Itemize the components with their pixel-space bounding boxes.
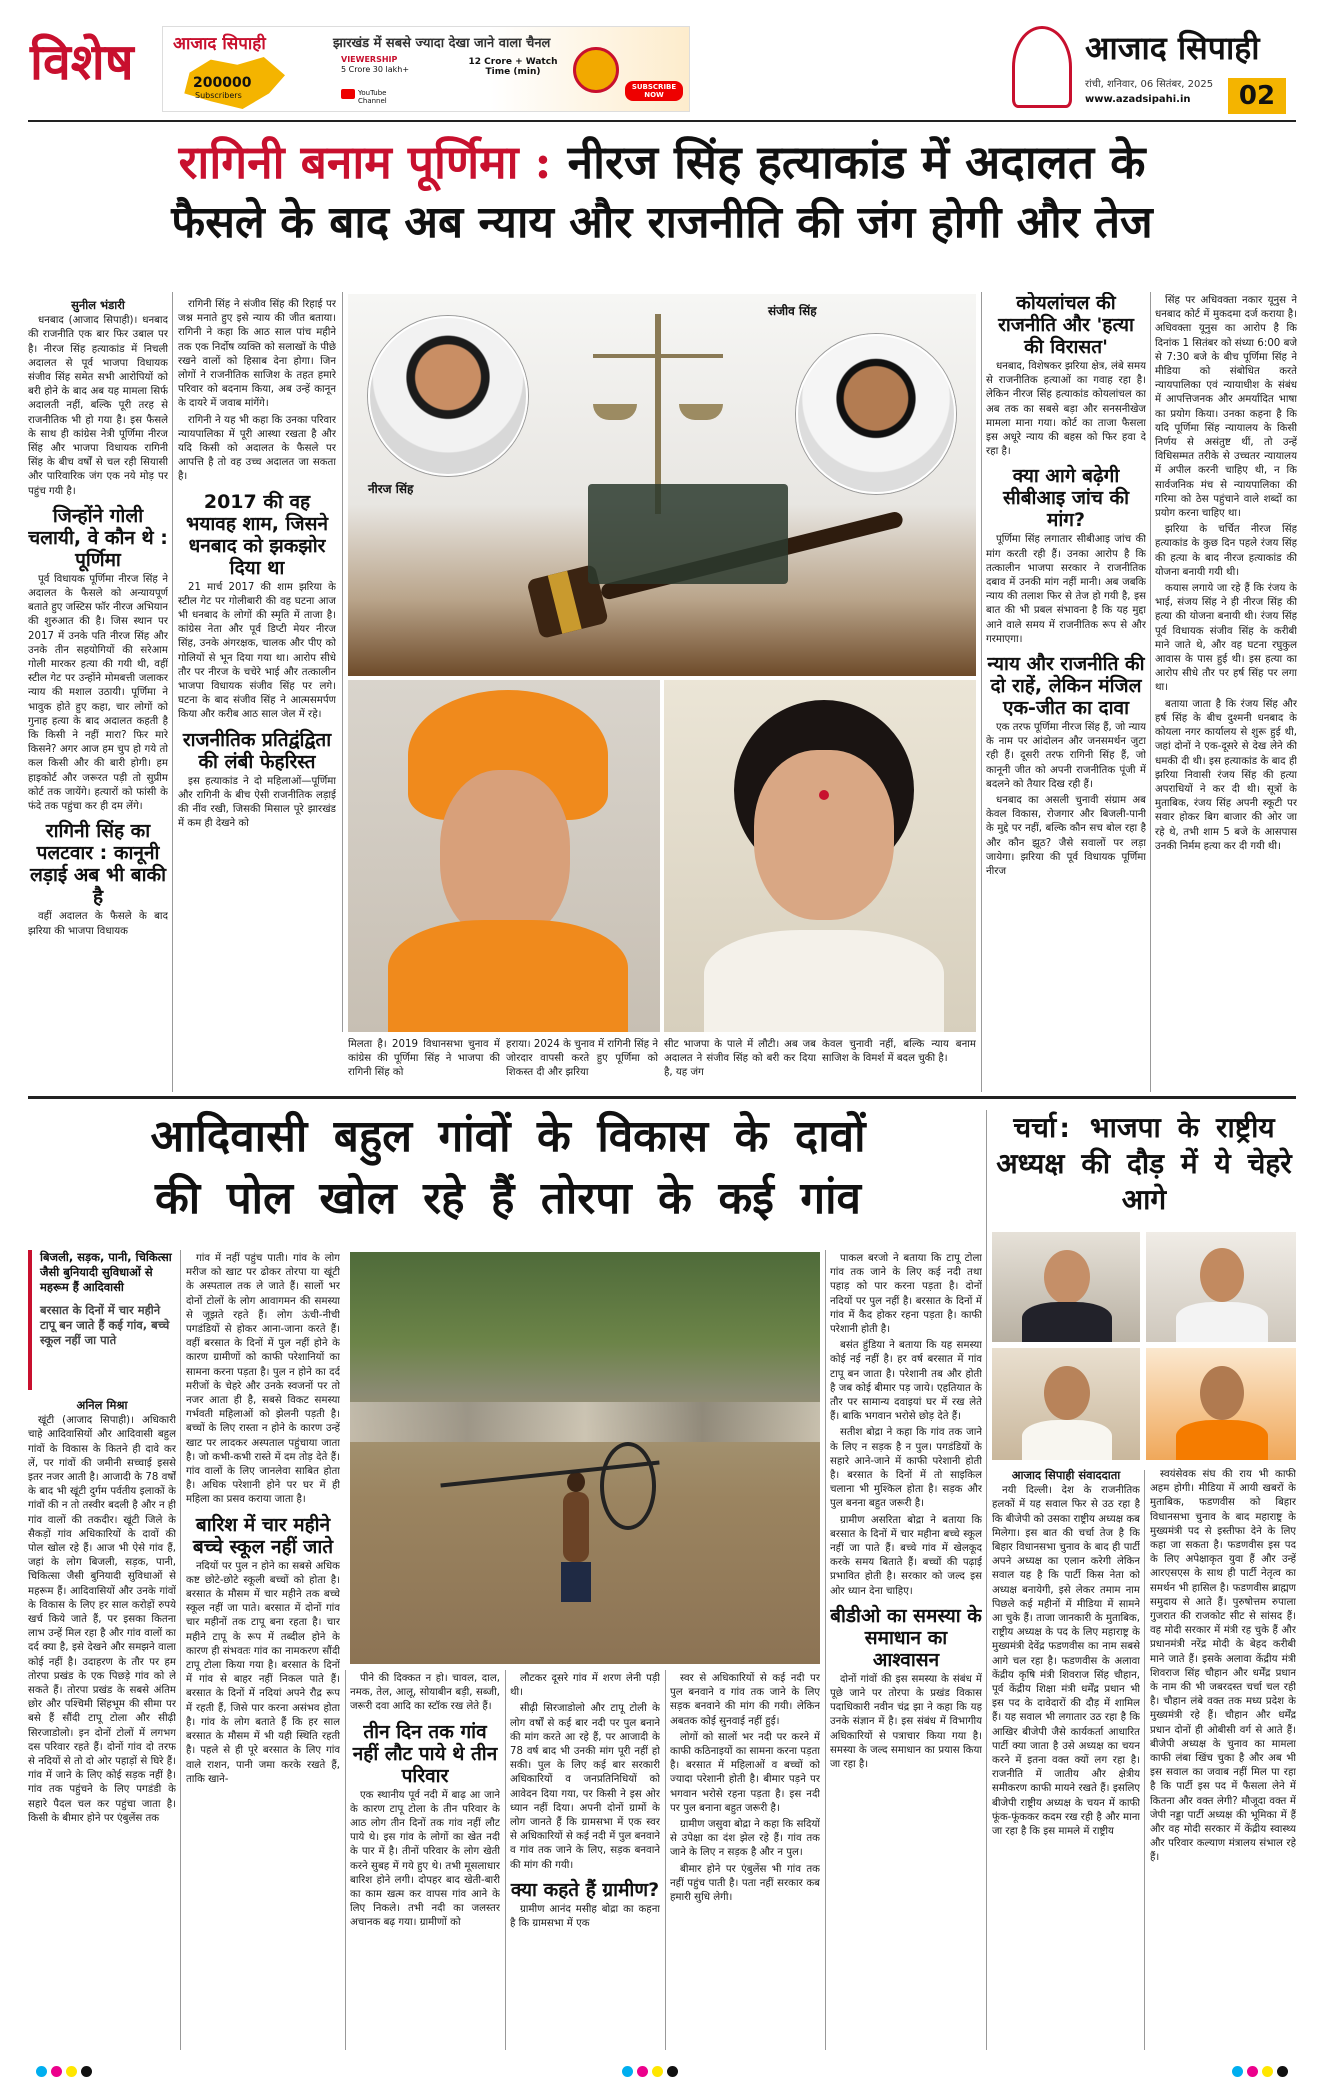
story2-col4-p3: ग्रामीण आनंद मसीह बोद्रा का कहना है कि ग्रामसभा में एक	[510, 1903, 660, 1930]
story1-col1-p1: धनबाद (आजाद सिपाही)। धनबाद की राजनीति एक बार फिर उबाल पर है। नीरज सिंह हत्याकांड में निचली अदालत से पूर्व भाजपा विधायक संजीव सिंह समेत सभी आरोपियों को बरी होने के बाद अब यह मामला सिर्फ अदालती नहीं, बल्कि पूरी तरह से राजनीतिक भी हो गया है। इस फैसले के साथ ही कांग्रेस नेत्री पूर्णिमा नीरज सिंह और भाजपा विधायक रागिनी सिंह के बीच वर्षों से चल रही सियासी और पारिवारिक जंग एक नये मोड़ पर पहुंच गयी है।	[28, 315, 168, 497]
col-rule	[825, 1250, 826, 2050]
story2-col5-p3: ग्रामीण जसुवा बोद्रा ने कहा कि सदियों से उपेक्षा का दंश झेल रहे हैं। गांव तक जाने के लिए न सड़क है और न पुल।	[670, 1819, 820, 1859]
story2-col5-p2: लोगों को सालों भर नदी पर करने में काफी कठिनाइयों का सामना करना पड़ता है। बरसात में महिलाओं व बच्चों को ज्यादा परेशानी होती है। बीमार पड़ने पर भगवान भरोसे रहना पड़ता है। इस नदी पर पुल बनाना बहुत जरूरी है।	[670, 1731, 820, 1814]
story1-headline-red: रागिनी बनाम पूर्णिमा :	[178, 135, 552, 189]
story1-col2-p2: रागिनी ने यह भी कहा कि उनका परिवार न्यायपालिका में पूरी आस्था रखता है और यदि किसी को अदालत के फैसले पर आपत्ति है तो वह उच्च अदालत जा सकता है।	[178, 414, 336, 483]
story2-col6-p1: पाकल बरजो ने बताया कि टापू टोला गांव तक जाने के लिए कई नदी तथा पहाड़ को पार करना पड़ता है। दोनों नदियों पर पुल नहीं है। बरसात के दिनों में गांव में कैद होकर रहना पड़ता है। काफी परेशानी होती है।	[830, 1253, 982, 1336]
story2-col3-sub: तीन दिन तक गांव नहीं लौट पाये थे तीन परिवार	[352, 1720, 498, 1787]
banner-viewership: VIEWERSHIP	[341, 55, 398, 64]
story1-col2-p4: इस हत्याकांड ने दो महिलाओं—पूर्णिमा और रागिनी के बीच ऐसी राजनीतिक लड़ाई की नींव रखी, जिसकी मिसाल पूरे झारखंड में कम ही देखने को	[178, 775, 336, 830]
story1-col2-p3: 21 मार्च 2017 की शाम झरिया के स्टील गेट पर गोलीबारी की वह घटना आज भी धनबाद के लोगों की स्मृति में ताजा है। कांग्रेस नेता और पूर्व डिप्टी मेयर नीरज सिंह, उनके अंगरक्षक, चालक और पीए को गोलियों से भून दिया गया था। आरोप सीधे तौर पर नीरज के चचेरे भाई और तत्कालीन भाजपा विधायक संजीव सिंह पर लगे। घटना के बाद संजीव सिंह ने आत्मसमर्पण किया और करीब आठ साल जेल में रहे।	[178, 581, 336, 721]
story3-col1-p1: नयी दिल्ली। देश के राजनीतिक हलकों में यह सवाल फिर से उठ रहा है कि बीजेपी को उसका राष्ट्रीय अध्यक्ष कब मिलेगा। इस बात की चर्चा तेज है कि बिहार विधानसभा चुनाव के बाद ही पार्टी अपने अध्यक्ष का एलान करेगी लेकिन सवाल यह है कि पार्टी किस नेता को अध्यक्ष बनायेगी, इसे लेकर तमाम नाम पिछले कई महीनों में मीडिया में सामने आ चुके हैं। ताजा जानकारी के मुताबिक, राष्ट्रीय अध्यक्ष के पद के लिए महाराष्ट्र के मुख्यमंत्री देवेंद्र फडणवीस का नाम सबसे आगे चल रहा है। फडणवीस के अलावा केंद्रीय कृषि मंत्री शिवराज सिंह चौहान, पूर्व केंद्रीय शिक्षा मंत्री धर्मेंद्र प्रधान भी इस पद के दावेदारों की दौड़ में शामिल हैं। यह सवाल भी लगातार उठ रहा है कि आखिर बीजेपी जैसे कार्यकर्ता आधारित पार्टी क्या जाता है उसे अध्यक्ष का चयन करने में इतना वक्त क्यों लग रहा है। राजनीति में जातीय और क्षेत्रीय समीकरण काफी मायने रखते हैं। इसलिए बीजेपी राष्ट्रीय अध्यक्ष के चयन में काफी फूंक-फूंककर कदम रख रही है और माना जा रहा है कि इस मामले में राष्ट्रीय	[992, 1485, 1140, 1838]
registration-marks-center	[620, 2062, 680, 2081]
dateline: रांची, शनिवार, 06 सितंबर, 2025	[1085, 79, 1214, 90]
story1-sub3: 2017 की वह भयावह शाम, जिसने धनबाद को झकझोर दिया था	[185, 490, 328, 579]
masthead	[0, 0, 1325, 120]
book-stack	[588, 484, 788, 584]
banner-tagline: झारखंड में सबसे ज्यादा देखा जाने वाला चैनल	[333, 36, 551, 51]
banner-youtube: YouTube Channel	[358, 89, 387, 105]
story1-col1-p3: वहीं अदालत के फैसले के बाद झरिया की भाजपा विधायक	[28, 911, 168, 937]
river-crossing-photo	[350, 1252, 820, 1664]
story1-col5-p3: कयास लगाये जा रहे हैं कि रंजय के भाई, संजय सिंह ने ही नीरज सिंह की हत्या की योजना बनायी थी। रंजय सिंह पूर्व विधायक संजीव सिंह के करीबी माने जाते थे, और वह घटना रघुकुल आवास के पास हुई थी। इस हत्या का आरोप सीधे तौर पर हर्ष सिंह पर लगा था।	[1155, 583, 1297, 694]
story1-strip4: केवल चुनावी नहीं, बल्कि न्याय बनाम साजिश के विमर्श में बदल चुकी है।	[822, 1039, 976, 1065]
banner-brand: आजाद सिपाही	[173, 34, 266, 54]
col-rule	[172, 292, 173, 1092]
story2-col2-p2: नदियों पर पुल न होने का सबसे अधिक कष्ट छोटे-छोटे स्कूली बच्चों को होता है। बरसात के मौसम में चार महीने तक बच्चे स्कूल नहीं जा पाते। बरसात में दोनों गांव चार महीनों तक टापू बना रहता है। चार महीने टापू के रूप में तब्दील होने के कारण ही संभवतः गांव का नामकरण सौंदी टापू टोला किया गया है। बरसात के दिनों में गांव से बाहर नहीं निकल पाते हैं। बरसात के दिनों में नदियां अपने रौद्र रूप में रहती हैं, जिसे पार करना असंभव होता है। गांव के लोग बताते हैं कि हर साल बरसात के मौसम में भी यही स्थिति रहती है। पहले से ही पूरे बरसात के लिए गांव वाले राशन, पानी जमा करके रखते हैं, ताकि खाने-	[186, 1560, 340, 1785]
website[interactable]: www.azadsipahi.in	[1085, 94, 1191, 105]
page-number: 02	[1228, 78, 1286, 114]
award-badge-icon	[573, 47, 619, 93]
story1-sub2: रागिनी सिंह का पलटवार : कानूनी लड़ाई अब भी बाकी है	[29, 820, 167, 909]
story2-headline-line1: आदिवासी बहुल गांवों के विकास के दावों	[150, 1111, 866, 1162]
story2-col6-p4: ग्रामीण असरिता बोद्रा ने बताया कि बरसात के दिनों में चार महीना बच्चे स्कूल नहीं जा पाते हैं। बच्चे गांव में खेलकूद करके समय बिताते हैं। बच्चों की पढ़ाई प्रभावित होती है। सरकार को जल्द इस ओर ध्यान देना चाहिए।	[830, 1514, 982, 1597]
bicycle-icon	[440, 1442, 660, 1532]
story1-col4-sub3: न्याय और राजनीति की दो राहें, लेकिन मंजिल एक-जीत का दावा	[987, 653, 1145, 720]
banner-views: 5 Crore 30 lakh+	[341, 65, 410, 74]
section-label: विशेष	[30, 32, 134, 91]
story1-col4-sub1: कोयलांचल की राजनीति और 'हत्या की विरासत'	[998, 292, 1134, 358]
registration-marks-right	[1230, 2062, 1290, 2081]
rocks	[350, 1402, 820, 1442]
story1-bottom-rule	[28, 1096, 1296, 1099]
portrait-dharmendra-pradhan	[1146, 1348, 1296, 1460]
story1-col4-p1: धनबाद, विशेषकर झरिया क्षेत्र, लंबे समय से राजनीतिक हत्याओं का गवाह रहा है। लेकिन नीरज सिंह हत्याकांड कोयलांचल का अब तक का सबसे बड़ा और सनसनीखेज मामला माना गया। कोर्ट का ताजा फैसला इस अधूरे न्याय की बहस को फिर हवा दे रहा है।	[986, 361, 1146, 458]
pen-nib-icon	[1012, 26, 1072, 108]
story1-strip2: हराया। 2024 के चुनाव में रागिनी सिंह ने जोरदार वापसी करते हुए पूर्णिमा को शिकस्त दी और झरिया	[506, 1039, 658, 1079]
story3-col2-p1: स्वयंसेवक संघ की राय भी काफी अहम होगी। मीडिया में आयी खबरों के मुताबिक, फडणवीस को बिहार विधानसभा चुनाव के बाद महाराष्ट्र के मुख्यमंत्री पद से इस्तीफा देने के लिए कहा जा सकता है। फडणवीस इस पद के लिए अपेक्षाकृत युवा हैं और उन्हें आरएसएस के साथ ही पार्टी नेतृत्व का समर्थन भी हासिल है। फडणवीस ब्राह्मण समुदाय से आते हैं। पुरुषोत्तम रुपाला गुजरात की राजकोट सीट से सांसद हैं। वह मोदी सरकार में मंत्री रह चुके हैं और प्रधानमंत्री नरेंद्र मोदी के बेहद करीबी माने जाते हैं। इसके अलावा केंद्रीय मंत्री शिवराज सिंह चौहान और धर्मेंद्र प्रधान के नाम की भी जबरदस्त चर्चा चल रही है। चौहान लंबे वक्त तक मध्य प्रदेश के मुख्यमंत्री रहे हैं। चौहान और धर्मेंद्र प्रधान दोनों ही ओबीसी वर्ग से आते हैं। बीजेपी अध्यक्ष के चुनाव का मामला काफी लंबा खिंच चुका है और अब भी इस सवाल का जवाब नहीं मिल पा रहा है कि पार्टी इस पद में फैसला लेने में कितना और वक्त लेगी? मौजूदा वक्त में जेपी नड्डा पार्टी अध्यक्ष की भूमिका में हैं और वह मोदी सरकार में केंद्रीय स्वास्थ्य और परिवार कल्याण मंत्रालय संभाल रहे हैं।	[1150, 1469, 1296, 1864]
story2-headline-line2: की पोल खोल रहे हैं तोरपा के कई गांव	[155, 1173, 861, 1224]
story2-col3-p1: पीने की दिक्कत न हो। चावल, दाल, नमक, तेल, आलू, सोयाबीन बड़ी, सब्जी, जरूरी दवा आदि का स्टॉक रख लेते हैं।	[350, 1673, 500, 1713]
col-rule	[986, 1110, 987, 2050]
paper-name: आजाद सिपाही	[1085, 29, 1260, 67]
story2-col6	[830, 1252, 982, 2050]
story3-headline: चर्चा: भाजपा के राष्ट्रीय अध्यक्ष की दौड़ में ये चेहरे आगे	[996, 1111, 1292, 1216]
subscribe-button[interactable]: SUBSCRIBE NOW	[625, 81, 683, 101]
banner-watch: 12 Crore + Watch Time (min)	[468, 57, 558, 77]
story1-col4-p4: धनबाद का असली चुनावी संग्राम अब केवल विकास, रोजगार और बिजली-पानी के मुद्दे पर नहीं, बल्कि कौन सच बोल रहा है और कौन झूठ? जैसे सवालों पर लड़ा जायेगा। झरिया की पूर्व विधायक पूर्णिमा नीरज	[986, 795, 1146, 878]
story2-col6-sub: बीडीओ का समस्या के समाधान का आश्वासन	[830, 1604, 982, 1671]
story2-col2	[186, 1252, 340, 2050]
photo-label-neeraj: नीरज सिंह	[368, 482, 414, 496]
col-rule	[665, 1670, 666, 2050]
story1-byline: सुनील भंडारी	[71, 298, 125, 312]
photo-label-sanjeev: संजीव सिंह	[768, 304, 817, 318]
registration-marks-left	[34, 2062, 94, 2081]
col-rule	[1150, 292, 1151, 1092]
story2-col1	[28, 1398, 176, 2050]
story1-col2-p1: रागिनी सिंह ने संजीव सिंह की रिहाई पर जश्न मनाते हुए इसे न्याय की जीत बताया। रागिनी ने कहा कि आठ साल पांच महीने तक एक निर्दोष व्यक्ति को सलाखों के पीछे रखने वालों को हिसाब देना होगा। जिन लोगों ने राजनीतिक साजिश के तहत हमारे परिवार को बदनाम किया, अब उन्हें कानून के दायरे में जवाब मांगेंगे।	[178, 299, 336, 410]
col-rule	[342, 292, 343, 1032]
story1-strip1: मिलता है। 2019 विधानसभा चुनाव में कांग्रेस की पूर्णिमा सिंह ने भाजपा की रागिनी सिंह को	[348, 1039, 500, 1079]
banner-subscribers-label: Subscribers	[195, 91, 242, 100]
portrait-rupala	[992, 1348, 1140, 1460]
story2-box-line1: बिजली, सड़क, पानी, चिकित्सा जैसी बुनियादी सुविधाओं से महरूम हैं आदिवासी	[40, 1250, 172, 1294]
story3-col2	[1150, 1468, 1296, 2050]
story2-col6-p3: सतीश बोद्रा ने कहा कि गांव तक जाने के लिए न सड़क है न पुल। पगडंडियों के सहारे आने-जाने में काफी परेशानी होती है। बरसात के दिनों में तो साइकिल चलाना भी मुश्किल होता है। सड़क और पुल बनना बहुत जरूरी है।	[830, 1427, 982, 1510]
story2-box-line2: बरसात के दिनों में चार महीने टापू बन जाते हैं कई गांव, बच्चे स्कूल नहीं जा पाते	[40, 1303, 170, 1347]
story2-col2-p1: गांव में नहीं पहुंच पाती। गांव के लोग मरीज को खाट पर ढोकर तोरपा या खूंटी के अस्पताल तक ले जाते हैं। सालों भर दोनों टोलों के लोग आवागमन की समस्या से जूझते रहते हैं। लोग ऊंची-नीची पगडंडियों से होकर आना-जाना करते हैं। वहीं बरसात के दिनों में पुल नहीं होने के कारण ग्रामीणों को काफी परेशानियों का सामना करना पड़ता है। पुल न होने का दर्द मरीजों के चेहरे और उनके स्वजनों पर तो नजर आता ही है, सबसे विकट समस्या गर्भवती महिलाओं को झेलनी पड़ती है। बच्चों के लिए रास्ता न होने के कारण उन्हें खाट पर लादकर अस्पताल पहुंचाया जाता है। जो कभी-कभी रास्ते में दम तोड़ देते हैं। गांव वालों के लिए जानलेवा साबित होता है। अधिक परेशानी होने पर घर में ही महिला का प्रसव कराया जाता है।	[186, 1253, 340, 1506]
story3-byline: आजाद सिपाही संवाददाता	[1011, 1468, 1121, 1482]
portrait-ragini-singh	[348, 680, 660, 1032]
story2-col6-p5: दोनों गांवों की इस समस्या के संबंध में पूछे जाने पर तोरपा के प्रखंड विकास पदाधिकारी नवीन चंद्र झा ने कहा कि यह उनके संज्ञान में है। इस संबंध में विभागीय अधिकारियों से पत्राचार किया गया है। समस्या के जल्द समाधान का प्रयास किया जा रहा है।	[830, 1673, 982, 1771]
story1-col2	[178, 298, 336, 1032]
story2-col4-sub: क्या कहते हैं ग्रामीण?	[510, 1878, 660, 1901]
story2-byline: अनिल मिश्रा	[76, 1398, 128, 1412]
story2-col4-p2: सीढ़ी सिरजाडोलो और टापू टोली के लोग वर्षों से कई बार नदी पर पुल बनाने की मांग करते आ रहे हैं, पर आजादी के 78 वर्ष बाद भी उनकी मांग पूरी नहीं हो सकी। पुल के लिए कई बार सरकारी अधिकारियों व जनप्रतिनिधियों को आवेदन दिया गया, पर किसी ने इस ओर ध्यान नहीं दिया। अपनी दोनों ग्रामों के लोग जानते हैं कि ग्रामसभा में एक स्वर से अधिकारियों से कई नदी में पुल बनवाने व गांव तक जाने के लिए, सड़क बनवाने की मांग की गयी।	[510, 1703, 660, 1871]
story2-col5-p4: बीमार होने पर एंबुलेंस भी गांव तक नहीं पहुंच पाती है। पता नहीं सरकार कब हमारी सुधि लेगी।	[670, 1863, 820, 1904]
col-rule	[345, 1670, 346, 2050]
story1-col5-p4: बताया जाता है कि रंजय सिंह और हर्ष सिंह के बीच दुश्मनी धनबाद के कोयला नगर कार्यालय से शुरू हुई थी, जहां दोनों ने एक-दूसरे से देख लेने की धमकी दी थी। इस हत्याकांड के बाद ही झरिया निवासी रंजय सिंह की हत्या अपराधियों ने कर दी थी। सूत्रों के मुताबिक, रंजय सिंह अपनी स्कूटी पर सवार होकर बिग बाजार की ओर जा रहे थे, तभी शाम 5 बजे के आसपास उनकी निर्मम हत्या कर दी गयी थी।	[1155, 698, 1297, 852]
story1-headline-line2: फैसले के बाद अब न्याय और राजनीति की जंग होगी और तेज	[171, 197, 1153, 248]
story1-col4	[986, 292, 1146, 1092]
col-rule	[981, 292, 982, 1092]
story1-col5	[1155, 294, 1297, 1092]
story2-col2-sub: बारिश में चार महीने बच्चे स्कूल नहीं जाते	[192, 1513, 334, 1558]
story1-col4-p3: एक तरफ पूर्णिमा नीरज सिंह हैं, जो न्याय के नाम पर आंदोलन और जनसमर्थन जुटा रही हैं। दूसरी तरफ रागिनी सिंह हैं, जो कानूनी जीत को अपनी राजनीतिक पूंजी में बदलने को तैयार दिख रही हैं।	[986, 722, 1146, 790]
story3-col1	[992, 1468, 1140, 2050]
story1-sub4: राजनीतिक प्रतिद्वंद्विता की लंबी फेहरिस्त	[182, 728, 332, 773]
story1-sub1: जिन्होंने गोली चलायी, वे कौन थे : पूर्णिमा	[28, 504, 168, 571]
story2-headline	[28, 1106, 988, 1230]
portrait-sanjeev-singh	[796, 334, 956, 494]
youtube-icon	[341, 89, 355, 99]
portrait-fadnavis	[992, 1232, 1140, 1342]
story2-col3-p2: एक स्थानीय पूर्व नदी में बाढ़ आ जाने के कारण टापू टोला के तीन परिवार के आठ लोग तीन दिनों तक गांव नहीं लौट पाये थे। इस गांव के लोगों का खेत नदी के पार में है। तीनों परिवार के लोग खेती करने सुबह में गये हुए थे। तभी मूसलाधार बारिश होने लगी। दोपहर बाद खेती-बारी का काम खत्म कर वापस गांव आने के लिए निकले। तभी नदी का जलस्तर अचानक बढ़ गया। ग्रामीणों को	[350, 1789, 500, 1929]
story1-col5-p1: सिंह पर अधिवक्ता नकार यूनुस ने धनबाद कोर्ट में मुकदमा दर्ज कराया है। अधिवक्ता यूनुस का आरोप है कि दिनांक 1 सितंबर को संध्या 6:00 बजे से 7:30 बजे के बीच पूर्णिमा सिंह ने मीडिया को संबोधित करते न्यायपालिका एवं न्यायाधीश के संबंध में आपत्तिजनक और अमर्यादित भाषा का प्रयोग किया। उनका कहना है कि यदि पूर्णिमा सिंह न्यायालय के किसी निर्णय से असंतुष्ट थीं, तो उन्हें विधिसम्मत तरीके से उच्चतर न्यायालय में अपील करनी चाहिए थी, न कि सार्वजनिक मंच से न्यायपालिका की गरिमा को ठेस पहुंचाने वाले शब्दों का प्रयोग करना चाहिए था।	[1155, 295, 1297, 520]
story2-col5	[670, 1672, 820, 2050]
story1-col1	[28, 298, 168, 1092]
col-rule	[1144, 1470, 1145, 2050]
portrait-shivraj-chouhan	[1146, 1232, 1296, 1342]
story2-col5-p1: स्वर से अधिकारियों से कई नदी पर पुल बनवाने व गांव तक जाने के लिए सड़क बनवाने की मांग की गयी। लेकिन अबतक कोई सुनवाई नहीं हुई।	[670, 1673, 820, 1727]
col-rule	[180, 1250, 181, 2050]
story1-col4-p2: पूर्णिमा सिंह लगातार सीबीआइ जांच की मांग करती रही हैं। उनका आरोप है कि तत्कालीन भाजपा सरकार ने राजनीतिक दबाव में उनकी मांग नहीं मानी। अब जबकि न्याय की तलाश फिर से तेज हो गयी है, इस बात की भी प्रबल संभावना है कि यह मुद्दा आने वाले समय में राजनीतिक रूप से और गरमाएगा।	[986, 534, 1146, 645]
story2-col3	[350, 1672, 500, 2050]
story2-highlight-box	[28, 1250, 178, 1390]
col-rule	[505, 1670, 506, 2050]
story1-col1-p2: पूर्व विधायक पूर्णिमा नीरज सिंह ने अदालत के फैसले को अन्यायपूर्ण बताते हुए जस्टिस फॉर नीरज अभियान की शुरुआत की है। जिस स्थान पर 2017 में उनके पति नीरज सिंह और उनके तीन सहयोगियों की सरेआम गोली मारकर हत्या की गयी थी, वहीं स्टील गेट पर उन्होंने मोमबत्ती जलाकर न्याय की मशाल उठायी। पूर्णिमा ने भावुक होते हुए कहा, चार लोगों को गुनाह हत्या के बाद अदालत कहती है कि किसी ने नहीं मारा? फिर मारे किसने? अगर आज हम चुप हो गये तो कल किसी और की बारी होगी। हम हाइकोर्ट और जरूरत पड़ी तो सुप्रीम कोर्ट तक जायेंगे। हत्यारों को फांसी के फंदे तक पहुंचा कर ही दम लेंगे।	[28, 573, 168, 813]
story1-col5-p2: झरिया के चर्चित नीरज सिंह हत्याकांड के कुछ दिन पहले रंजय सिंह की हत्या के बाद नीरज हत्याकांड की योजना बनायी गयी थी।	[1155, 524, 1297, 578]
story1-headline	[28, 132, 1296, 254]
story1-col4-sub2: क्या आगे बढ़ेगी सीबीआइ जांच की मांग?	[1002, 465, 1130, 532]
story2-col1-p1: खूंटी (आजाद सिपाही)। अधिकारी चाहे आदिवासियों और आदिवासी बहुल गांवों के विकास के कितने ही दावे कर लें, पर गांवों की जमीनी सच्चाई इससे इतर नजर आती है। आजादी के 78 वर्षों के बाद भी खूंटी दुर्गम पर्वतीय इलाकों के गांवों की न तो तस्वीर बदली है और न ही गांव वालों की तकदीर। खूंटी जिले के सैकड़ों गांव अधिकारियों के दावों की पोल खोल रहे हैं। आज भी ऐसे गांव हैं, जहां के लोग बिजली, सड़क, पानी, चिकित्सा जैसी बुनियादी सुविधाओं से महरूम हैं। आदिवासियों और उनके गांवों के विकास के लिए हर साल करोड़ों रुपये खर्च किये जाते हैं, पर इसका कितना लाभ उन्हें मिल रहा है और गांव वालों का दर्द क्या है, इसे देखने और समझने वाला कोई नहीं है। उदाहरण के तौर पर हम तोरपा प्रखंड के एक पिछड़े गांव को ले सकते हैं। तोरपा प्रखंड के सबसे अंतिम छोर और पश्चिमी सिंहभूम की सीमा पर बसे हैं सौंदी टापू टोला और सीढ़ी सिरजाडोलो। इन दोनों टोलों में लगभग दस परिवार रहते हैं। दोनों गांव दो तरफ से नदियों से तो दो ओर पहाड़ों से घिरे हैं। गांव में जाने के लिए कोई सड़क नहीं है। गांव तक पहुंचने के लिए पगडंडी के सहारे पैदल चल कर पहुंचा जाता है। किसी के बीमार होने पर एंबुलेंस तक	[28, 1415, 176, 1824]
banner-subscribers-count: 200000	[193, 75, 252, 91]
masthead-rule	[28, 120, 1296, 122]
portrait-neeraj-singh	[368, 316, 528, 476]
story1-headline-line1: नीरज सिंह हत्याकांड में अदालत के	[567, 135, 1146, 189]
channel-banner[interactable]	[162, 26, 690, 112]
story2-col6-p2: बसंत हुंडिया ने बताया कि यह समस्या कोई नई नहीं है। हर वर्ष बरसात में गांव टापू बन जाता है। परेशानी तब और होती है जब कोई बीमार पड़ जाये। एहतियात के तौर पर सामान्य दवाइयां घर में रख लेते हैं। बाकि भगवान भरोसे छोड़ देते हैं।	[830, 1340, 982, 1423]
portrait-purnima-singh	[664, 680, 976, 1032]
story1-strip3: सीट भाजपा के पाले में लौटी। अब जब अदालत ने संजीव सिंह को बरी कर दिया है, यह जंग	[664, 1039, 816, 1079]
story2-col4-p1: लौटकर दूसरे गांव में शरण लेनी पड़ी थी।	[510, 1673, 660, 1699]
story2-col4	[510, 1672, 660, 2050]
court-gavel-photo	[348, 294, 976, 676]
